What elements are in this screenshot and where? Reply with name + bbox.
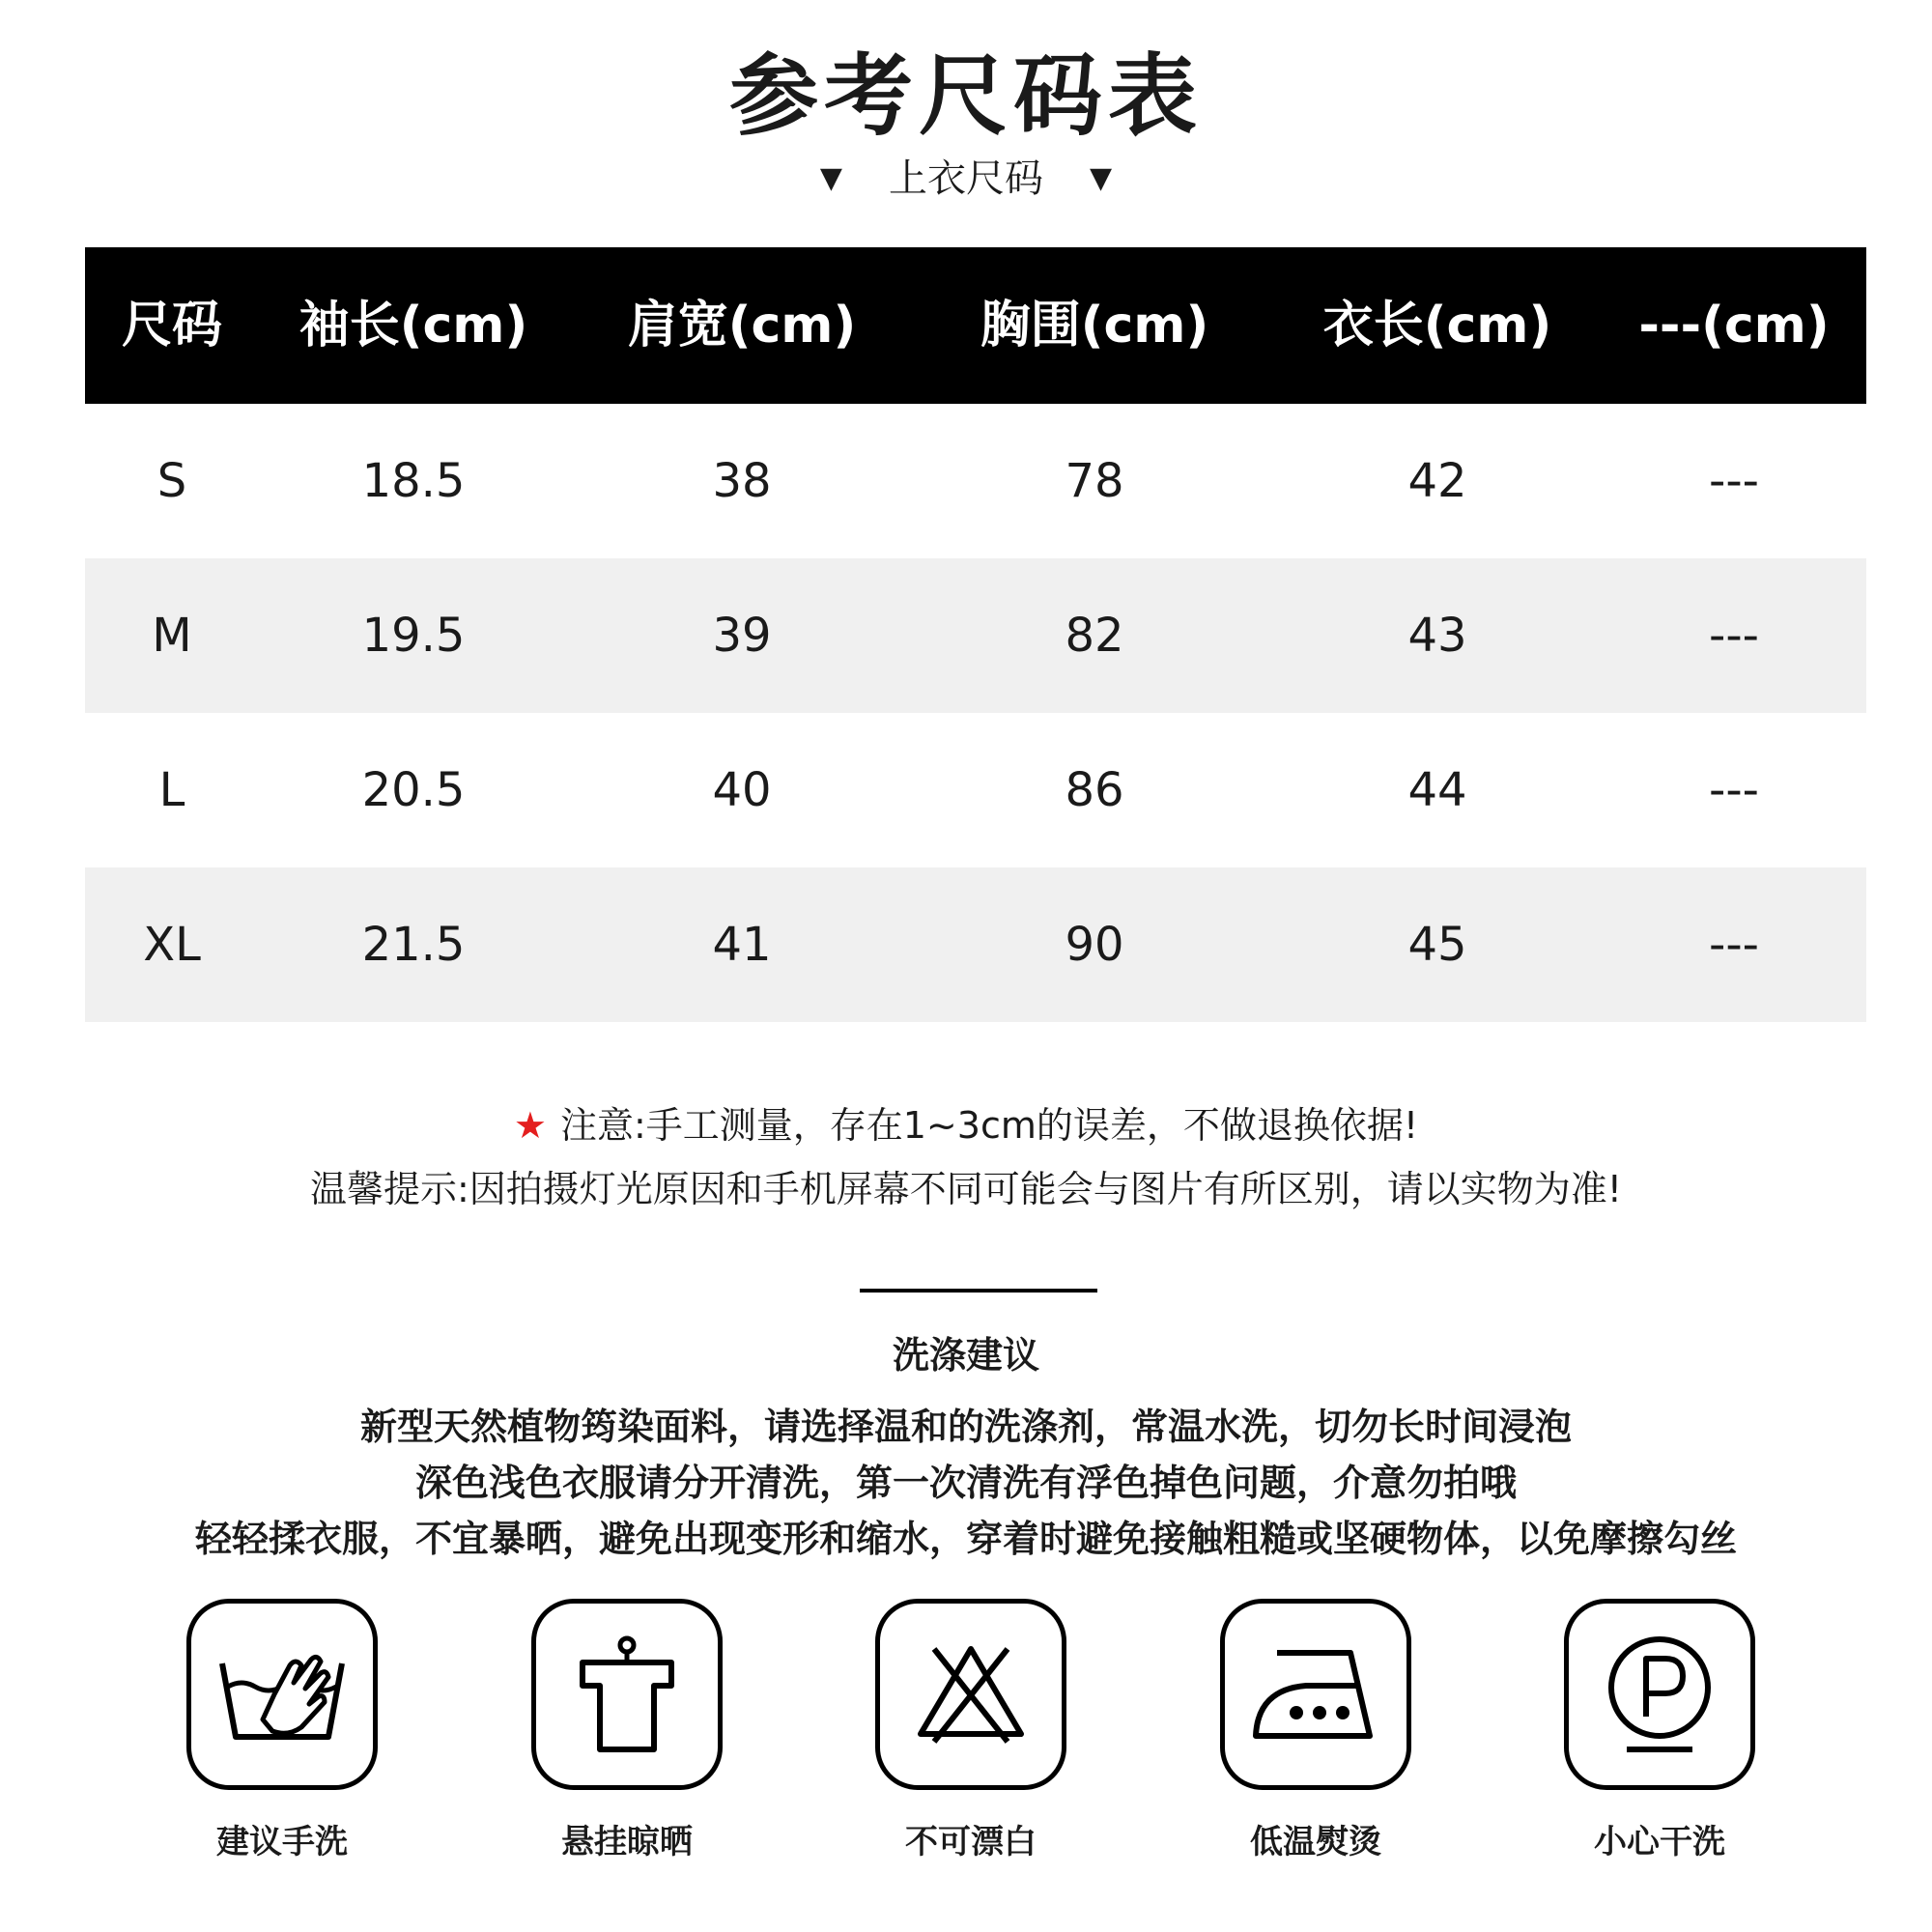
triangle-down-icon: ▼ xyxy=(819,161,842,195)
table-cell: 42 xyxy=(1407,454,1467,508)
table-cell: 40 xyxy=(712,763,772,817)
table-cell: --- xyxy=(1709,763,1759,817)
page-title: 参考尺码表 xyxy=(728,44,1203,148)
table-cell: 41 xyxy=(712,918,772,972)
table-cell: 20.5 xyxy=(361,763,466,817)
table-row xyxy=(85,404,1866,558)
no-bleach-icon xyxy=(875,1599,1066,1790)
hand-wash-icon xyxy=(186,1599,378,1790)
care-title: 洗涤建议 xyxy=(892,1334,1039,1377)
table-cell: 45 xyxy=(1407,918,1467,972)
table-cell: 82 xyxy=(1065,609,1124,663)
table-cell: 21.5 xyxy=(361,918,466,972)
table-cell: 78 xyxy=(1065,454,1124,508)
column-header: 衣长(cm) xyxy=(1322,297,1552,355)
icon-label: 低温熨烫 xyxy=(1250,1823,1381,1861)
triangle-down-icon: ▼ xyxy=(1090,161,1113,195)
measurement-note xyxy=(0,1101,1932,1150)
table-cell: 86 xyxy=(1065,763,1124,817)
table-cell: L xyxy=(158,763,185,817)
table-header xyxy=(85,247,1866,404)
table-cell: 19.5 xyxy=(361,609,466,663)
display-tip: 温馨提示:因拍摄灯光原因和手机屏幕不同可能会与图片有所区别，请以实物为准! xyxy=(309,1168,1623,1210)
column-header: 袖长(cm) xyxy=(298,297,528,355)
note-text: 注意:手工测量，存在1~3cm的误差，不做退换依据! xyxy=(559,1104,1419,1147)
column-header: 肩宽(cm) xyxy=(627,297,857,355)
dry-clean-icon xyxy=(1564,1599,1755,1790)
icon-label: 悬挂晾晒 xyxy=(561,1823,693,1861)
table-row xyxy=(85,867,1866,1022)
table-cell: --- xyxy=(1709,609,1759,663)
table-cell: 18.5 xyxy=(361,454,466,508)
subtitle xyxy=(0,155,1932,203)
divider xyxy=(860,1289,1097,1293)
table-cell: --- xyxy=(1709,454,1759,508)
care-line: 深色浅色衣服请分开清洗，第一次清洗有浮色掉色问题，介意勿拍哦 xyxy=(414,1462,1517,1504)
table-cell: --- xyxy=(1709,918,1759,972)
care-line: 轻轻揉衣服，不宜暴晒，避免出现变形和缩水，穿着时避免接触粗糙或坚硬物体，以免摩擦勾丝 xyxy=(194,1518,1737,1560)
table-row xyxy=(85,558,1866,713)
table-cell: 90 xyxy=(1065,918,1124,972)
icon-label: 建议手洗 xyxy=(216,1823,348,1861)
icon-label: 不可漂白 xyxy=(905,1823,1037,1861)
table-cell: 43 xyxy=(1407,609,1467,663)
size-table xyxy=(85,247,1866,1022)
hang-dry-icon xyxy=(531,1599,723,1790)
table-cell: XL xyxy=(143,918,201,972)
column-header: 胸围(cm) xyxy=(980,297,1209,355)
table-cell: S xyxy=(156,454,187,508)
icon-label: 小心干洗 xyxy=(1594,1823,1725,1861)
low-iron-icon xyxy=(1220,1599,1411,1790)
column-header: ---(cm) xyxy=(1638,297,1830,355)
column-header: 尺码 xyxy=(121,297,222,355)
table-row xyxy=(85,713,1866,867)
table-cell: 44 xyxy=(1407,763,1467,817)
table-cell: M xyxy=(152,609,192,663)
table-cell: 39 xyxy=(712,609,772,663)
care-line: 新型天然植物筠染面料，请选择温和的洗涤剂，常温水洗，切勿长时间浸泡 xyxy=(359,1406,1572,1448)
star-icon: ★ xyxy=(513,1104,547,1147)
subtitle-text: 上衣尺码 xyxy=(889,156,1043,201)
table-cell: 38 xyxy=(712,454,772,508)
